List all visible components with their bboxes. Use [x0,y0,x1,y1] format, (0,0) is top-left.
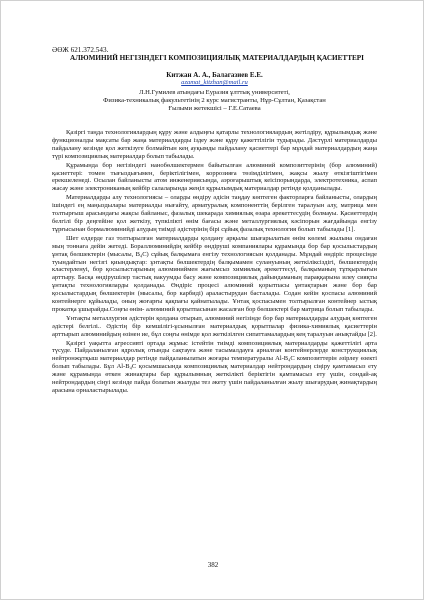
body-paragraph: Ұнтақты металлургия әдістерін қолдана отырып, алюминий негізінде бор бар материалдарды алудың көптеген әдістері белгілі.. Әдістің бір кемшілігі-ұсынылған материалдық қорытпалар физика-химиялық қасиеттерін арттырып алюминийдың өзінен ие, бұл соңғы өнімде қол жеткізілген сипаттамалардың кең таралуын анықтайды [2]. [52,314,377,338]
article-title: АЛЮМИНИЙ НЕГІЗІНДЕГІ КОМПОЗИЦИЯЛЫҚ МАТЕРИАЛДАРДЫҢ ҚАСИЕТТЕРІ [70,54,364,62]
udc-code: ӘӨЖ 621.372.543. [52,46,109,54]
author-email-link[interactable]: azamat_kitzhan@mail.ru [181,79,248,86]
affiliation-university: Л.Н.Гумилев атындағы Еуразия ұлттық университеті, [139,89,290,96]
affiliation-faculty: Физика-техникалық факультетінің 2 курс магистранты, Нұр-Сұлтан, Қазақстан [103,97,326,104]
body-paragraph: Құрамында бор негізіндегі нанобөлшектермен байытылған алюминий композиттерінің (бор алюминий) қасиеттері: томен тығыздығымен, беріктілігімен, коррозияға төзімділігімен, жақсы жылу өткізгіштігімен ерекшеленеді. Осылан байланысты атом инженериясында, аэроғарыштық кеісіпорындарда, электротехника, аспап жасау және электрониканың кейбір салаларында жеңіл құрылымдық материалдар ретінде қолданылады. [52,161,377,193]
body-paragraph: Шет елдерде газ толтырылған материалдарды қолдану арқылы шығарылатын өнім көлемі жылына ондаған мың тоннаға дейін жетеді. Бораллюминийдің кейбір өндіруші компаниялары құрамында бор бар қосылыстардың ұнтақ бөлшектерін (мысалы, B₄C) сұйық балқымаға енгізу технологиясын қолданады. Мұндай өндіріс процесінде туындайтын негізгі қиындықтар: ұнтақты бөлшектердің балқымамен сулануының жеткіліксіздігі, бөлшектердің кластерленуі, бор қосылыстарының алюминиймен жағымсыз химиялық әрекеттесуі, балқыманың тұтқырлығын арттыру. Басқа өндірушілер тастық вакуумды басу және композициялық дайындаманың параққарына илеу сияқты ұнтақты технологияларды қолданады. Өндіріс процесі алюминий қорытпасы ұнтақтарын және бор бар қосылыстардың бөлшектерін (мысалы, бор карбиді) араластырудан басталады. Содан кейін қоспасы алюминий контейнерге құйылады, оның жоғарғы қақпағы қайнатылады. Ұнтақ қоспасымен толтырылған контейнер ыстық прокатқа ұшырайды.Соңғы өнім- алюминий қорытпасынан жасалған бор бөлшектері бар матрица болып табылады. [52,234,377,313]
authors: Китжан А. А., Балагазиев Е.Е. [166,71,263,79]
body-paragraph: Материалдарды алу технологиясы – оларды өндіру әдісін таңдау көптеген факторларға байланысты, олардың ішіндегі ең маңыздылары материалды нығайту, арматуралық компоненттің берілген таралуын алу, матрица мен толтырғыш арасындағы жақсы байланыс, фазалық шекарада химиялық өзара әрекеттесудің болмауы. Қасиеттердің белгілі бір деңгейіне қол жеткізу, түпкілікті өнім бағасы және металлургиялық кәсіпорын жағдайында енгізу тұрғысынан бормалюминийді алудың тиімді әдістерінің бірі сұйық фазалық технология болып табылады [1]. [52,194,377,233]
body-paragraph: Қазіргі таңда технологиялардың құру және алдыңғы қатарлы технологиялардың жетілдіру, құрылымдық және функционалды мақсаты бар жаңа материалдарды іздеу және құру қажеттілігін тудырады. Дәстүрлі материалдарды пайдалану кезінде қол жеткізуге болмайтын кең ауқымды пайдалану қасиеттері бар мұндай материалдардың жаңа түрі композициялық материалдар болып табылады. [52,129,377,160]
affiliation-supervisor: Ғылыми жетекшісі – Г.Е.Сатаева [168,105,261,112]
body-paragraph: Қазіргі уақытта агрессивті ортада жұмыс істейтін тиімді композициялық материалдарды қажеттілігі арта түсуде. Пайдаланылған ядролық отынды сақтауға және тасымалдауға арналған контейнерлерде конструкциялық нейтронжұтқыш материалдар ретінде пайдаланылатын жоғары температуралы Al-B₄C композиттерін әзірлеу өзекті болып табылады. Бұл Al-B₄C қосымшасында композициялық материалдар нейтрондардың сіңіру қамтамасыз ету және құрамында өткен жинақтары бар құрылымның жеткілікті беріктігін қамтамасыз ету үшін, сондай-ақ нейтрондардың сіңуі кезінде пайда болатын жылуды тез әкету үшін пайдаланылған жылу шығарудың жинақтардың арасына орналастырылады. [52,339,377,394]
page-number: 382 [207,561,219,569]
article-body [52,129,377,396]
